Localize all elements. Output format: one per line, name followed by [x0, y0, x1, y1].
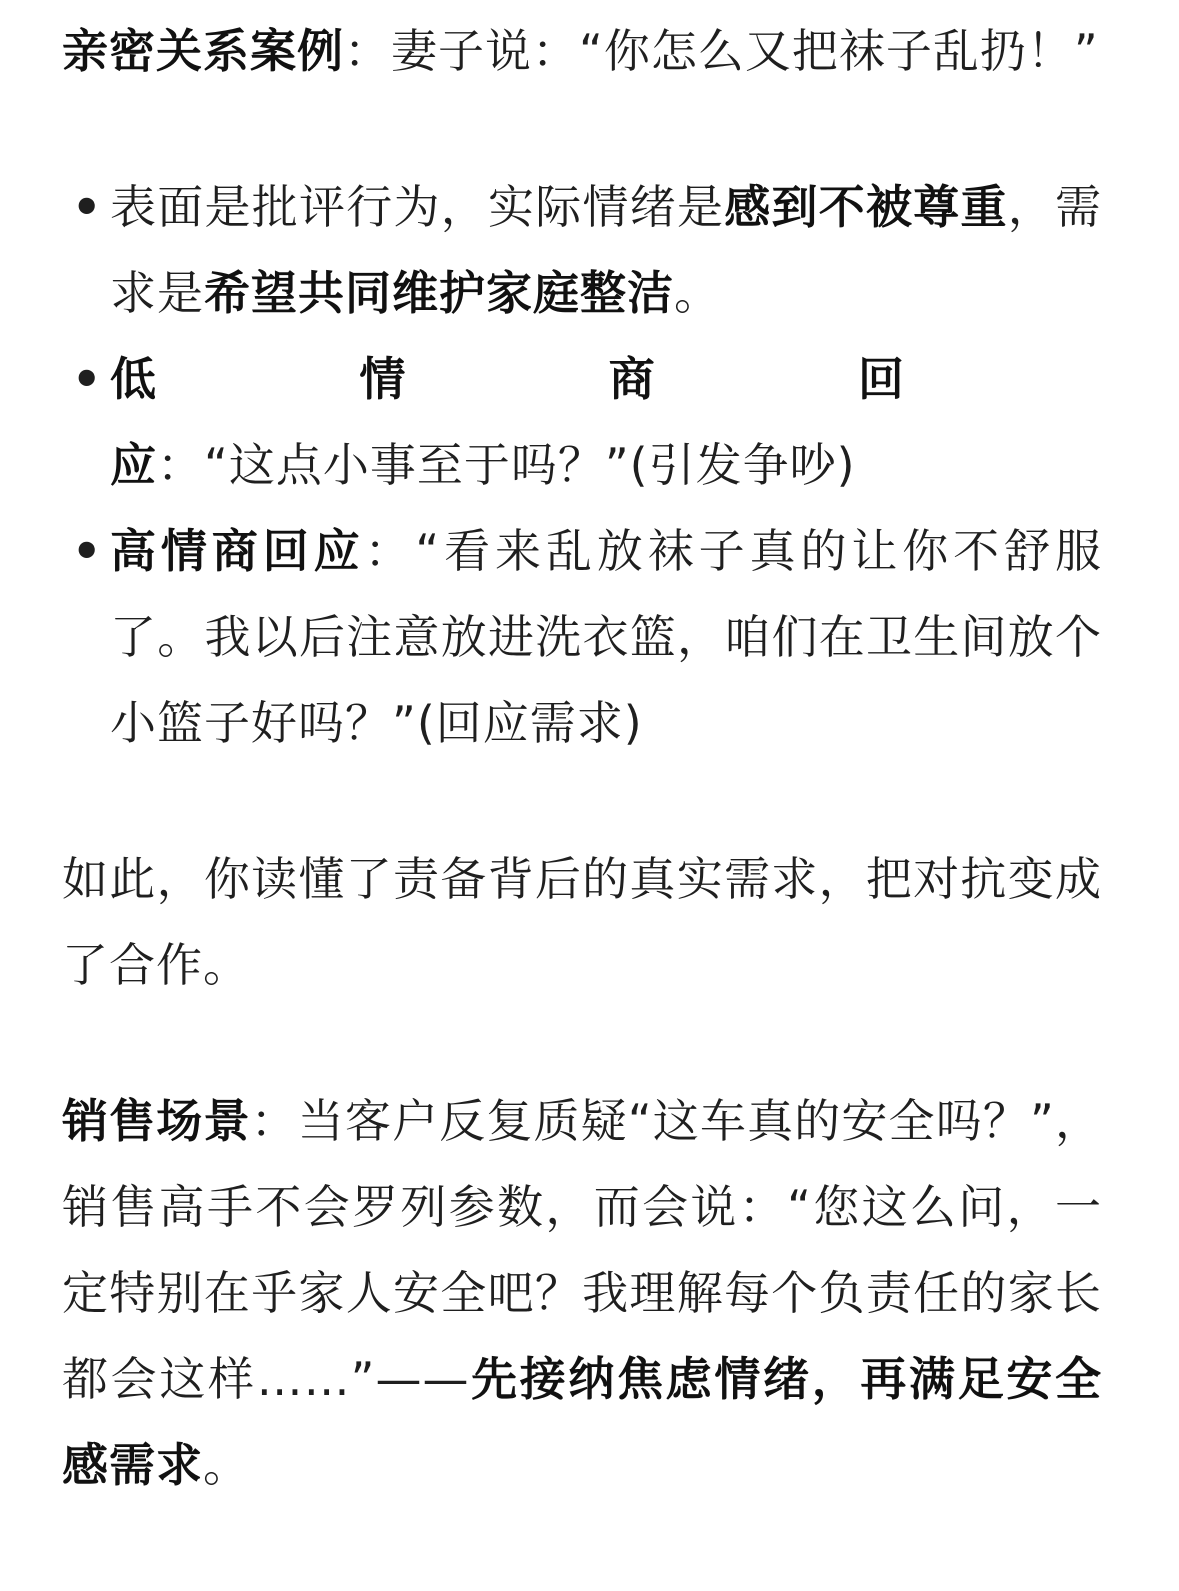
summary-paragraph: 如此，你读懂了责备背后的真实需求，把对抗变成了合作。 [62, 852, 1102, 992]
sales-text: ：当客户反复质疑“这车真的安全吗？”，销售高手不会罗列参数，而会说：“您这么问，一定特别在乎家人安全吧？我理解每个负责任的家长都会这样……”—— [62, 1094, 1102, 1406]
low-eq-line-2 [110, 422, 1102, 508]
spacer [62, 94, 1102, 164]
analysis-need: 希望共同维护家庭整洁 [204, 266, 674, 320]
analysis-text-1: 表面是批评行为，实际情绪是 [110, 180, 725, 234]
bullet-dot-icon: • [72, 524, 103, 578]
high-eq-text: ：“看来乱放袜子真的让你不舒服了。我以后注意放进洗衣篮，咱们在卫生间放个小篮子好吗？”(回应需求) [110, 524, 1102, 750]
low-eq-label-char: 情 [359, 352, 407, 406]
list-item-analysis [62, 164, 1102, 336]
bullet-dot-icon: • [72, 180, 103, 234]
response-list [62, 164, 1102, 766]
analysis-text-2: ，需求是 [110, 180, 1102, 320]
intimate-case-label: 亲密关系案例 [62, 24, 344, 78]
sales-end: 。 [203, 1438, 250, 1492]
analysis-emotion: 感到不被尊重 [724, 180, 1008, 234]
low-eq-label-spread [110, 336, 905, 422]
low-eq-label-tail: 应 [110, 438, 157, 492]
sales-paragraph [62, 1078, 1102, 1508]
list-item-low-eq [62, 336, 1102, 508]
bullet-dot-icon: • [72, 352, 103, 406]
intimate-case-text: ：妻子说：“你怎么又把袜子乱扔！” [344, 24, 1099, 78]
article-body [62, 0, 1102, 1508]
high-eq-label: 高情商回应 [110, 524, 365, 578]
low-eq-label-char: 低 [110, 352, 157, 406]
sales-label: 销售场景 [62, 1094, 251, 1148]
low-eq-label-char: 回 [857, 352, 905, 406]
spacer [62, 1008, 1102, 1078]
sales-bold: 先接纳焦虑情绪，再满足安全感需求 [62, 1352, 1102, 1492]
low-eq-text: ：“这点小事至于吗？”(引发争吵) [157, 438, 856, 492]
analysis-text-3: 。 [674, 266, 721, 320]
spacer [62, 766, 1102, 836]
list-item-high-eq [62, 508, 1102, 766]
intimate-case-paragraph [62, 8, 1102, 94]
low-eq-label-char: 商 [608, 352, 656, 406]
